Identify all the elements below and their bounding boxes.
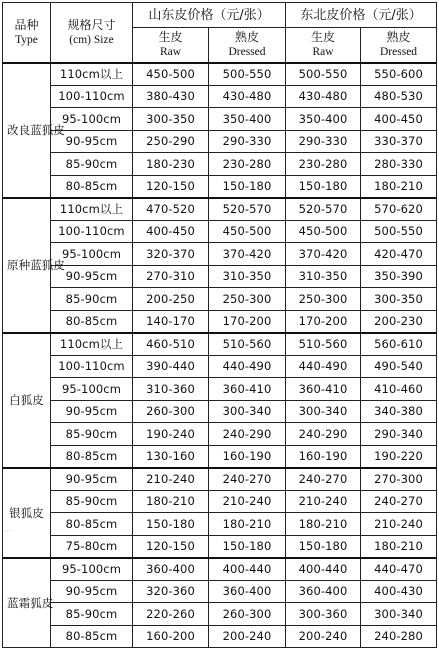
size-header-en: (cm) Size (69, 33, 114, 46)
size-cell: 110cm以上 (51, 63, 133, 86)
size-cell: 95-100cm (51, 558, 133, 581)
price-cell: 420-470 (361, 243, 437, 266)
price-cell: 140-170 (133, 310, 209, 333)
size-cell: 90-95cm (51, 468, 133, 491)
size-cell: 95-100cm (51, 108, 133, 131)
size-cell: 100-110cm (51, 220, 133, 243)
price-cell: 300-340 (361, 603, 437, 626)
price-cell: 220-260 (133, 603, 209, 626)
header-row-top (3, 3, 437, 28)
price-cell: 120-150 (133, 175, 209, 198)
price-cell: 240-290 (209, 423, 286, 446)
price-cell: 200-250 (133, 288, 209, 311)
price-cell: 520-570 (286, 198, 361, 221)
sd-raw-header (133, 28, 209, 63)
price-cell: 180-210 (209, 513, 286, 536)
price-cell: 400-440 (209, 558, 286, 581)
price-cell: 210-240 (361, 513, 437, 536)
price-cell: 300-340 (209, 400, 286, 423)
size-cell: 80-85cm (51, 513, 133, 536)
table-row (3, 220, 437, 243)
price-cell: 270-310 (133, 265, 209, 288)
price-cell: 250-300 (286, 288, 361, 311)
price-cell: 130-160 (133, 445, 209, 468)
price-cell: 570-620 (361, 198, 437, 221)
table-row (3, 153, 437, 176)
price-cell: 300-360 (286, 603, 361, 626)
category-header-en: Type (15, 33, 38, 46)
table-row (3, 288, 437, 311)
size-cell: 110cm以上 (51, 198, 133, 221)
size-cell: 85-90cm (51, 423, 133, 446)
price-cell: 400-450 (133, 220, 209, 243)
price-cell: 380-430 (133, 85, 209, 108)
size-cell: 110cm以上 (51, 333, 133, 356)
price-cell: 300-350 (133, 108, 209, 131)
price-cell: 280-330 (361, 153, 437, 176)
price-cell: 350-400 (286, 108, 361, 131)
size-cell: 95-100cm (51, 378, 133, 401)
price-cell: 360-400 (133, 558, 209, 581)
price-cell: 430-480 (209, 85, 286, 108)
table-row (3, 535, 437, 558)
price-cell: 440-490 (286, 355, 361, 378)
table-row (3, 625, 437, 648)
price-cell: 400-430 (361, 580, 437, 603)
price-cell: 250-300 (209, 288, 286, 311)
size-cell: 75-80cm (51, 535, 133, 558)
price-cell: 480-530 (361, 85, 437, 108)
price-cell: 340-380 (361, 400, 437, 423)
price-cell: 500-550 (286, 63, 361, 86)
table-row (3, 423, 437, 446)
table-row (3, 400, 437, 423)
size-cell: 90-95cm (51, 400, 133, 423)
price-cell: 350-390 (361, 265, 437, 288)
size-cell: 90-95cm (51, 265, 133, 288)
size-cell: 100-110cm (51, 85, 133, 108)
size-cell: 80-85cm (51, 445, 133, 468)
price-cell: 240-290 (286, 423, 361, 446)
table-row (3, 490, 437, 513)
price-cell: 290-330 (286, 130, 361, 153)
price-cell: 310-350 (286, 265, 361, 288)
price-cell: 510-560 (286, 333, 361, 356)
price-cell: 190-220 (361, 445, 437, 468)
fur-type-label: 白狐皮 (3, 333, 51, 468)
table-row (3, 513, 437, 536)
price-cell: 400-440 (286, 558, 361, 581)
price-cell: 450-500 (209, 220, 286, 243)
price-cell: 180-210 (361, 175, 437, 198)
price-cell: 370-420 (209, 243, 286, 266)
price-cell: 180-230 (133, 153, 209, 176)
size-header (51, 3, 133, 63)
price-cell: 300-350 (361, 288, 437, 311)
price-cell: 360-410 (209, 378, 286, 401)
price-cell: 150-180 (133, 513, 209, 536)
price-cell: 240-280 (361, 625, 437, 648)
size-cell: 90-95cm (51, 580, 133, 603)
northeast-price-header: 东北皮价格（元/张） (286, 3, 437, 28)
table-row (3, 108, 437, 131)
table-row (3, 198, 437, 221)
shandong-price-header: 山东皮价格（元/张） (133, 3, 286, 28)
table-row (3, 580, 437, 603)
price-cell: 450-500 (133, 63, 209, 86)
price-cell: 300-340 (286, 400, 361, 423)
price-cell: 320-370 (133, 243, 209, 266)
ne-dressed-header (361, 28, 437, 63)
size-cell: 85-90cm (51, 288, 133, 311)
table-row (3, 378, 437, 401)
category-header (3, 3, 51, 63)
price-cell: 200-240 (286, 625, 361, 648)
sd-dressed-header (209, 28, 286, 63)
size-cell: 85-90cm (51, 153, 133, 176)
price-cell: 150-180 (209, 535, 286, 558)
size-cell: 80-85cm (51, 625, 133, 648)
table-row (3, 558, 437, 581)
sd-dressed-header-en: Dressed (228, 46, 266, 59)
size-cell: 80-85cm (51, 175, 133, 198)
ne-dressed-header-en: Dressed (380, 46, 418, 59)
fox-fur-price-table (2, 2, 437, 648)
category-header-cn: 品种 (14, 17, 39, 32)
price-cell: 150-180 (286, 535, 361, 558)
table-row (3, 445, 437, 468)
price-cell: 230-280 (209, 153, 286, 176)
size-cell: 85-90cm (51, 603, 133, 626)
price-cell: 500-550 (361, 220, 437, 243)
price-cell: 190-240 (133, 423, 209, 446)
size-cell: 100-110cm (51, 355, 133, 378)
price-cell: 290-330 (209, 130, 286, 153)
price-cell: 160-190 (286, 445, 361, 468)
price-cell: 240-270 (361, 490, 437, 513)
price-cell: 470-520 (133, 198, 209, 221)
price-cell: 350-400 (209, 108, 286, 131)
price-cell: 500-550 (209, 63, 286, 86)
price-cell: 230-280 (286, 153, 361, 176)
price-cell: 260-300 (209, 603, 286, 626)
price-cell: 370-420 (286, 243, 361, 266)
price-table-body (3, 63, 437, 648)
sd-raw-header-en: Raw (159, 46, 182, 59)
price-cell: 210-240 (286, 490, 361, 513)
table-row (3, 243, 437, 266)
size-cell: 90-95cm (51, 130, 133, 153)
price-cell: 170-200 (209, 310, 286, 333)
price-cell: 410-460 (361, 378, 437, 401)
price-cell: 150-180 (209, 175, 286, 198)
price-cell: 390-440 (133, 355, 209, 378)
price-cell: 520-570 (209, 198, 286, 221)
price-cell: 440-470 (361, 558, 437, 581)
price-cell: 170-200 (286, 310, 361, 333)
price-cell: 160-200 (133, 625, 209, 648)
price-cell: 360-400 (286, 580, 361, 603)
price-cell: 450-500 (286, 220, 361, 243)
fur-type-label: 蓝霜狐皮 (3, 558, 51, 648)
ne-raw-header-en: Raw (312, 46, 334, 59)
table-row (3, 130, 437, 153)
price-cell: 490-540 (361, 355, 437, 378)
price-cell: 320-360 (133, 580, 209, 603)
price-cell: 120-150 (133, 535, 209, 558)
price-cell: 180-210 (286, 513, 361, 536)
size-cell: 85-90cm (51, 490, 133, 513)
price-cell: 360-410 (286, 378, 361, 401)
price-cell: 360-400 (209, 580, 286, 603)
price-cell: 290-340 (361, 423, 437, 446)
price-cell: 260-300 (133, 400, 209, 423)
price-cell: 180-210 (361, 535, 437, 558)
table-row (3, 333, 437, 356)
price-cell: 430-480 (286, 85, 361, 108)
table-row (3, 175, 437, 198)
price-cell: 460-510 (133, 333, 209, 356)
fur-type-label: 银狐皮 (3, 468, 51, 558)
ne-raw-header-cn: 生皮 (311, 30, 336, 45)
price-cell: 210-240 (133, 468, 209, 491)
price-cell: 310-350 (209, 265, 286, 288)
price-cell: 150-180 (286, 175, 361, 198)
price-cell: 240-270 (286, 468, 361, 491)
price-cell: 160-190 (209, 445, 286, 468)
price-cell: 510-560 (209, 333, 286, 356)
price-cell: 560-610 (361, 333, 437, 356)
ne-raw-header (286, 28, 361, 63)
price-cell: 200-230 (361, 310, 437, 333)
table-row (3, 63, 437, 86)
table-row (3, 85, 437, 108)
size-header-cn: 规格尺寸 (67, 17, 116, 32)
price-cell: 200-240 (209, 625, 286, 648)
price-cell: 270-300 (361, 468, 437, 491)
price-cell: 330-370 (361, 130, 437, 153)
price-cell: 550-600 (361, 63, 437, 86)
price-cell: 400-450 (361, 108, 437, 131)
size-cell: 95-100cm (51, 243, 133, 266)
table-row (3, 265, 437, 288)
sd-raw-header-cn: 生皮 (158, 30, 183, 45)
price-cell: 210-240 (209, 490, 286, 513)
size-cell: 80-85cm (51, 310, 133, 333)
table-row (3, 468, 437, 491)
table-row (3, 355, 437, 378)
price-cell: 310-360 (133, 378, 209, 401)
price-cell: 250-290 (133, 130, 209, 153)
price-cell: 180-210 (133, 490, 209, 513)
sd-dressed-header-cn: 熟皮 (235, 30, 260, 45)
price-cell: 240-270 (209, 468, 286, 491)
price-cell: 440-490 (209, 355, 286, 378)
fur-type-label: 原种蓝狐皮 (3, 198, 51, 333)
table-row (3, 310, 437, 333)
fur-type-label: 改良蓝狐皮 (3, 63, 51, 198)
watermark-logo: ··· (4, 527, 12, 536)
table-row (3, 603, 437, 626)
ne-dressed-header-cn: 熟皮 (386, 30, 411, 45)
